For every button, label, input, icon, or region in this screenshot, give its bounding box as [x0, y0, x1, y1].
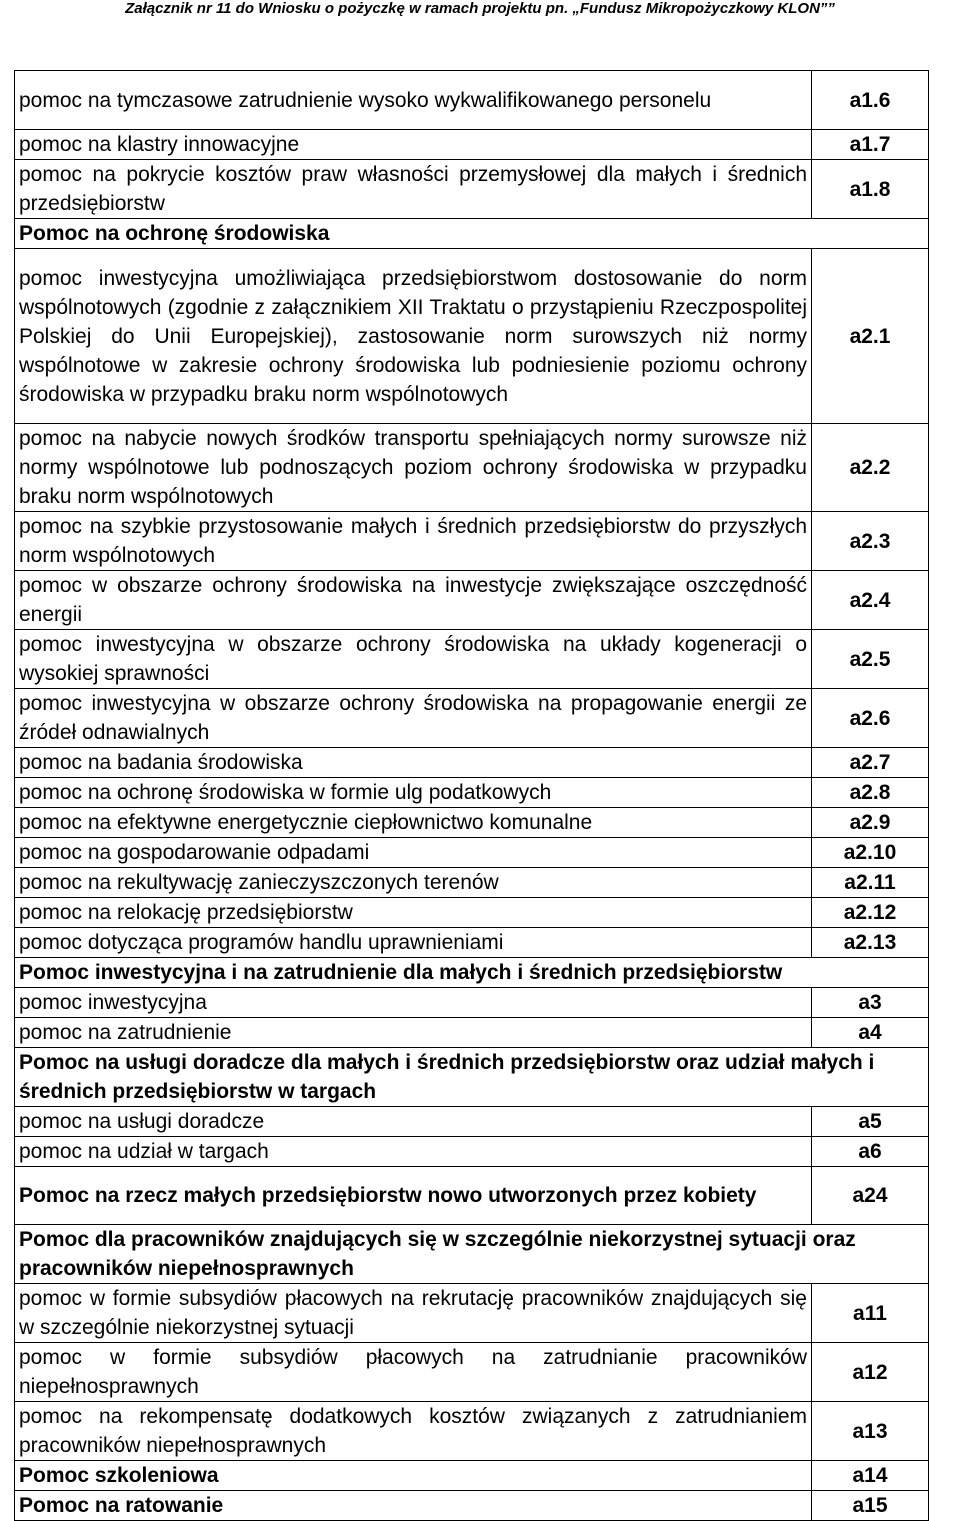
aid-description: pomoc na tymczasowe zatrudnienie wysoko wykwalifikowanego personelu — [15, 71, 812, 130]
table-row — [15, 748, 929, 778]
table-row — [15, 689, 929, 748]
table-row — [15, 630, 929, 689]
table-row — [15, 512, 929, 571]
aid-code: a13 — [812, 1402, 929, 1461]
table-row — [15, 130, 929, 160]
aid-category-table-body — [15, 71, 929, 1521]
aid-description: pomoc na pokrycie kosztów praw własności przemysłowej dla małych i średnich przedsiębiorstw — [15, 160, 812, 219]
aid-description: pomoc na rekultywację zanieczyszczonych terenów — [15, 868, 812, 898]
table-row — [15, 1402, 929, 1461]
aid-code: a2.9 — [812, 808, 929, 838]
aid-code: a1.8 — [812, 160, 929, 219]
table-row — [15, 1167, 929, 1225]
section-row — [15, 958, 929, 988]
aid-code: a2.5 — [812, 630, 929, 689]
aid-description: pomoc na badania środowiska — [15, 748, 812, 778]
aid-description: pomoc inwestycyjna w obszarze ochrony środowiska na układy kogeneracji o wysokiej sprawności — [15, 630, 812, 689]
aid-description: pomoc na klastry innowacyjne — [15, 130, 812, 160]
aid-description: Pomoc szkoleniowa — [15, 1461, 812, 1491]
table-row — [15, 1018, 929, 1048]
aid-code: a14 — [812, 1461, 929, 1491]
aid-code: a2.3 — [812, 512, 929, 571]
table-row — [15, 71, 929, 130]
aid-description: pomoc inwestycyjna umożliwiająca przedsiębiorstwom dostosowanie do norm wspólnotowych (zgodnie z załącznikiem XII Traktatu o przystąpieniu Rzeczpospolitej Polskiej do Unii Europejskiej), zastosowanie norm surowszych niż normy wspólnotowe w zakresie ochrony środowiska lub podniesienie poziomu ochrony środowiska w przypadku braku norm wspólnotowych — [15, 249, 812, 424]
aid-description: pomoc na gospodarowanie odpadami — [15, 838, 812, 868]
aid-description: pomoc w formie subsydiów płacowych na rekrutację pracowników znajdujących się w szczególnie niekorzystnej sytuacji — [15, 1284, 812, 1343]
aid-code: a3 — [812, 988, 929, 1018]
table-row — [15, 424, 929, 512]
aid-code: a15 — [812, 1491, 929, 1521]
aid-description: Pomoc na ratowanie — [15, 1491, 812, 1521]
section-heading: Pomoc inwestycyjna i na zatrudnienie dla małych i średnich przedsiębiorstw — [15, 958, 929, 988]
aid-code: a6 — [812, 1137, 929, 1167]
aid-description: pomoc na nabycie nowych środków transportu spełniających normy surowsze niż normy wspólnotowe lub podnoszących poziom ochrony środowiska w przypadku braku norm wspólnotowych — [15, 424, 812, 512]
aid-code: a2.12 — [812, 898, 929, 928]
section-row — [15, 1048, 929, 1107]
aid-code: a2.7 — [812, 748, 929, 778]
aid-code: a4 — [812, 1018, 929, 1048]
table-row — [15, 838, 929, 868]
aid-description: pomoc na rekompensatę dodatkowych kosztów związanych z zatrudnianiem pracowników niepełnosprawnych — [15, 1402, 812, 1461]
table-row — [15, 1284, 929, 1343]
aid-description: pomoc na efektywne energetycznie ciepłownictwo komunalne — [15, 808, 812, 838]
section-row — [15, 219, 929, 249]
aid-code: a1.6 — [812, 71, 929, 130]
aid-code: a2.10 — [812, 838, 929, 868]
section-row — [15, 1225, 929, 1284]
aid-code: a2.1 — [812, 249, 929, 424]
aid-description: pomoc na usługi doradcze — [15, 1107, 812, 1137]
aid-code: a2.2 — [812, 424, 929, 512]
aid-description: pomoc w obszarze ochrony środowiska na inwestycje zwiększające oszczędność energii — [15, 571, 812, 630]
aid-description: pomoc dotycząca programów handlu uprawnieniami — [15, 928, 812, 958]
aid-code: a2.13 — [812, 928, 929, 958]
aid-code: a2.4 — [812, 571, 929, 630]
aid-code: a5 — [812, 1107, 929, 1137]
table-row — [15, 1461, 929, 1491]
aid-description: Pomoc na rzecz małych przedsiębiorstw nowo utworzonych przez kobiety — [15, 1167, 812, 1225]
aid-description: pomoc inwestycyjna w obszarze ochrony środowiska na propagowanie energii ze źródeł odnawialnych — [15, 689, 812, 748]
aid-description: pomoc na udział w targach — [15, 1137, 812, 1167]
table-row — [15, 1137, 929, 1167]
aid-code: a12 — [812, 1343, 929, 1402]
aid-code: a24 — [812, 1167, 929, 1225]
aid-description: pomoc na ochronę środowiska w formie ulg podatkowych — [15, 778, 812, 808]
aid-description: pomoc inwestycyjna — [15, 988, 812, 1018]
aid-category-table — [14, 70, 929, 1521]
aid-description: pomoc na relokację przedsiębiorstw — [15, 898, 812, 928]
aid-description: pomoc na zatrudnienie — [15, 1018, 812, 1048]
table-row — [15, 928, 929, 958]
table-row — [15, 249, 929, 424]
section-heading: Pomoc dla pracowników znajdujących się w szczególnie niekorzystnej sytuacji oraz pracowników niepełnosprawnych — [15, 1225, 929, 1284]
aid-code: a2.6 — [812, 689, 929, 748]
aid-code: a2.8 — [812, 778, 929, 808]
table-row — [15, 778, 929, 808]
aid-description: pomoc na szybkie przystosowanie małych i średnich przedsiębiorstw do przyszłych norm wspólnotowych — [15, 512, 812, 571]
table-row — [15, 898, 929, 928]
aid-description: pomoc w formie subsydiów płacowych na zatrudnianie pracowników niepełnosprawnych — [15, 1343, 812, 1402]
table-row — [15, 160, 929, 219]
page-header: Załącznik nr 11 do Wniosku o pożyczkę w ramach projektu pn. „Fundusz Mikropożyczkowy KLON”” — [125, 0, 835, 17]
table-row — [15, 988, 929, 1018]
section-heading: Pomoc na ochronę środowiska — [15, 219, 929, 249]
aid-code: a2.11 — [812, 868, 929, 898]
table-row — [15, 1491, 929, 1521]
table-row — [15, 808, 929, 838]
aid-code: a1.7 — [812, 130, 929, 160]
section-heading: Pomoc na usługi doradcze dla małych i średnich przedsiębiorstw oraz udział małych i średnich przedsiębiorstw w targach — [15, 1048, 929, 1107]
table-row — [15, 868, 929, 898]
aid-code: a11 — [812, 1284, 929, 1343]
table-row — [15, 571, 929, 630]
table-row — [15, 1107, 929, 1137]
table-row — [15, 1343, 929, 1402]
